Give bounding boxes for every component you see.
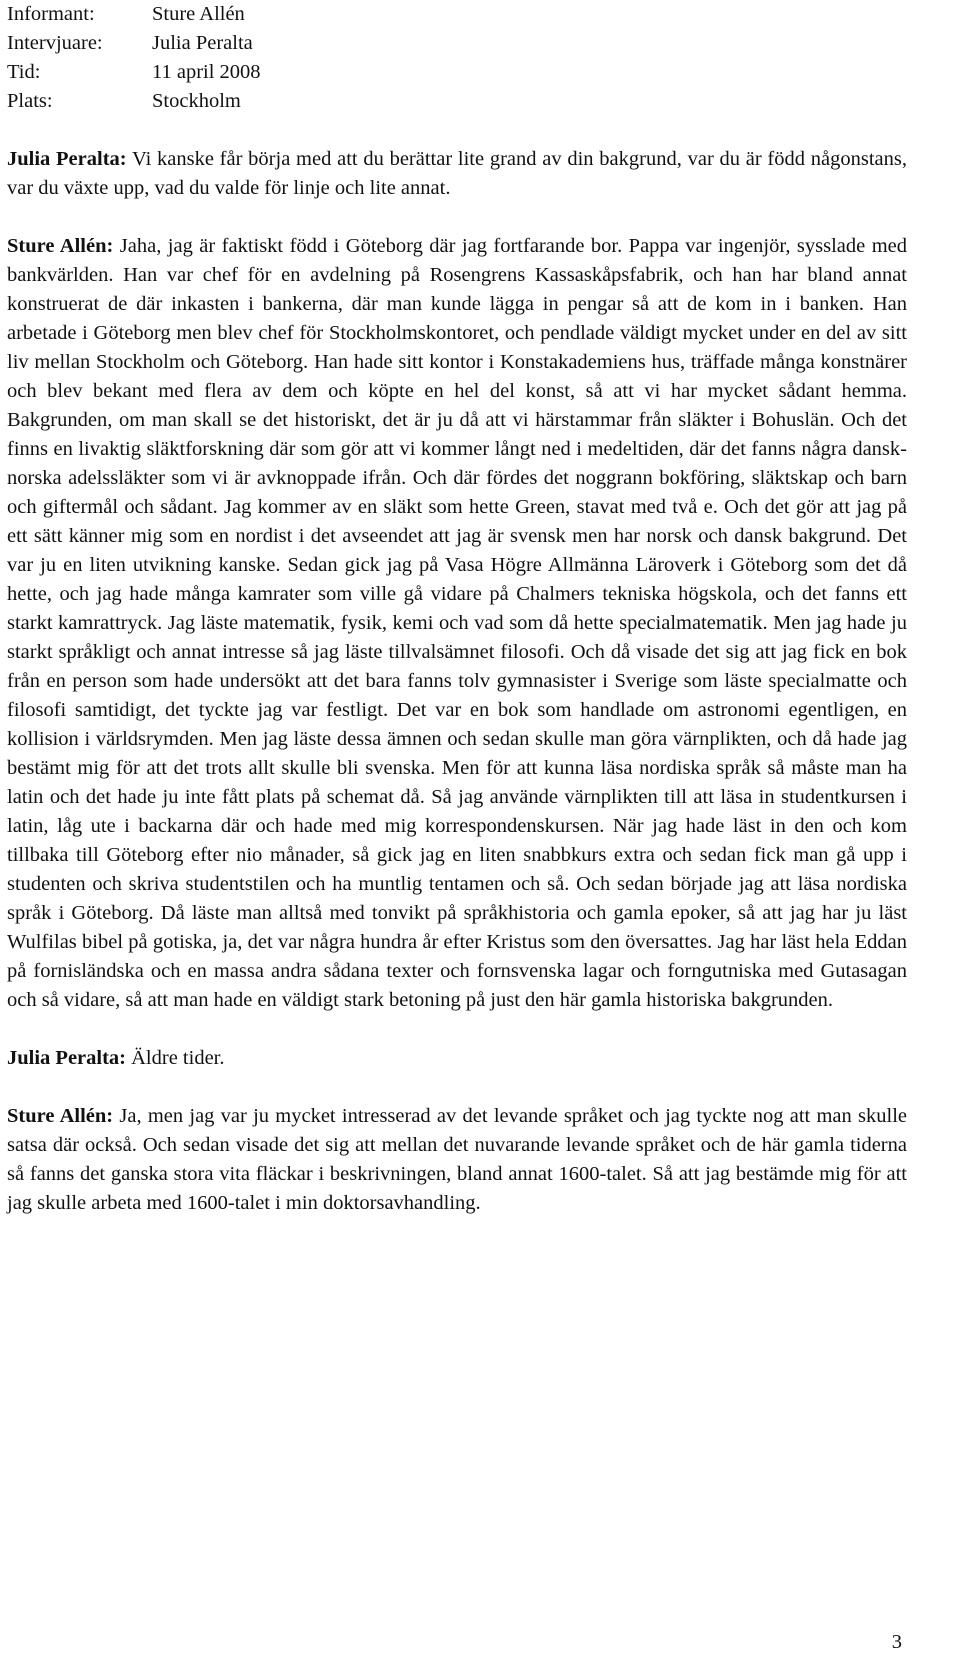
interview-metadata (7, 0, 907, 116)
speaker-name: Sture Allén: (7, 235, 114, 257)
turn-text: Jaha, jag är faktiskt född i Göteborg där jag fortfarande bor. Pappa var ingenjör, sysslade med bankvärlden. Han var chef för en avdelning på Rosengrens Kassaskåpsfabrik, och han har bland annat konstruerat de där inkasten i bankerna, där man kunde lägga in pengar så att de kom in i banken. Han arbetade i Göteborg men blev chef för Stockholmskontoret, och pendlade väldigt mycket under en del av sitt liv mellan Stockholm och Göteborg. Han hade sitt kontor i Konstakademiens hus, träffade många konstnärer och blev bekant med flera av dem och köpte en hel del konst, så att vi har mycket sådant hemma. Bakgrunden, om man skall se det historiskt, det är ju då att vi härstammar från släkter i Bohuslän. Och det finns en livaktig släktforskning där som gör att vi kommer långt ned i medeltiden, där det fanns några dansk-norska adelssläkter som vi är avknoppade ifrån. Och där fördes det noggrann bokföring, släktskap och barn och giftermål och sådant. Jag kommer av en släkt som hette Green, stavat med två e. Och det gör att jag på ett sätt känner mig som en nordist i det avseendet att jag är svensk men har norsk och dansk bakgrund. Det var ju en liten utvikning kanske. Sedan gick jag på Vasa Högre Allmänna Läroverk i Göteborg som det då hette, och jag hade många kamrater som ville gå vidare på Chalmers tekniska högskola, och det fanns ett starkt kamrattryck. Jag läste matematik, fysik, kemi och vad som då hette specialmatematik. Men jag hade ju starkt språkligt och annat intresse så jag läste tillvalsämnet filosofi. Och då visade det sig att jag fick en bok från en person som hade undersökt att det bara fanns tolv gymnasister i Sverige som läste specialmatte och filosofi samtidigt, det tyckte jag var festligt. Det var en bok som handlade om astronomi egentligen, en kollision i världsrymden. Men jag läste dessa ämnen och sedan skulle man göra värnplikten, och då hade jag bestämt mig för att det trots allt skulle bli svenska. Men för att kunna läsa nordiska språk så måste man ha latin och det hade ju inte fått plats på schemat då. Så jag använde värnplikten till att läsa in studentkursen i latin, låg ute i backarna där och hade med mig korrespondenskursen. När jag hade läst in den och kom tillbaka till Göteborg efter nio månader, så gick jag en liten snabbkurs extra och sedan fick man gå upp i studenten och skriva studentstilen och ha muntlig tentamen och så. Och sedan började jag att läsa nordiska språk i Göteborg. Då läste man alltså med tonvikt på språkhistoria och gamla epoker, så att jag har ju läst Wulfilas bibel på gotiska, ja, det var några hundra år efter Kristus som den översattes. Jag har läst hela Eddan på fornisländska och en massa andra sådana texter och fornsvenska lagar och forngutniska med Gutasagan och så vidare, så att man hade en väldigt stark betoning på just den här gamla historiska bakgrunden. (7, 235, 907, 1011)
interview-turn (7, 145, 907, 203)
page-number: 3 (891, 1631, 902, 1653)
interviewer-label: Intervjuare: (7, 32, 103, 54)
interview-turn (7, 232, 907, 1015)
place-value: Stockholm (152, 90, 241, 112)
turn-text: Vi kanske får börja med att du berättar lite grand av din bakgrund, var du är född någonstans, var du växte upp, vad du valde för linje och lite annat. (7, 148, 907, 199)
time-value: 11 april 2008 (152, 61, 261, 83)
interview-turn (7, 1044, 907, 1073)
informant-label: Informant: (7, 3, 95, 25)
turn-text: Äldre tider. (131, 1047, 225, 1069)
informant-row (7, 0, 907, 29)
time-row (7, 58, 907, 87)
place-row (7, 87, 907, 116)
speaker-name: Sture Allén: (7, 1105, 114, 1127)
interviewer-value: Julia Peralta (152, 32, 253, 54)
turn-text: Ja, men jag var ju mycket intresserad av det levande språket och jag tyckte nog att man skulle satsa där också. Och sedan visade det sig att mellan det nuvarande levande språket och de här gamla tiderna så fanns det ganska stora vita fläckar i beskrivningen, bland annat 1600-talet. Så att jag bestämde mig för att jag skulle arbeta med 1600-talet i min doktorsavhandling. (7, 1105, 908, 1214)
speaker-name: Julia Peralta: (7, 1047, 126, 1069)
interview-turn (7, 1102, 907, 1218)
informant-value: Sture Allén (152, 3, 245, 25)
speaker-name: Julia Peralta: (7, 148, 127, 170)
transcript-page (7, 0, 907, 1218)
place-label: Plats: (7, 90, 53, 112)
time-label: Tid: (7, 61, 41, 83)
interviewer-row (7, 29, 907, 58)
